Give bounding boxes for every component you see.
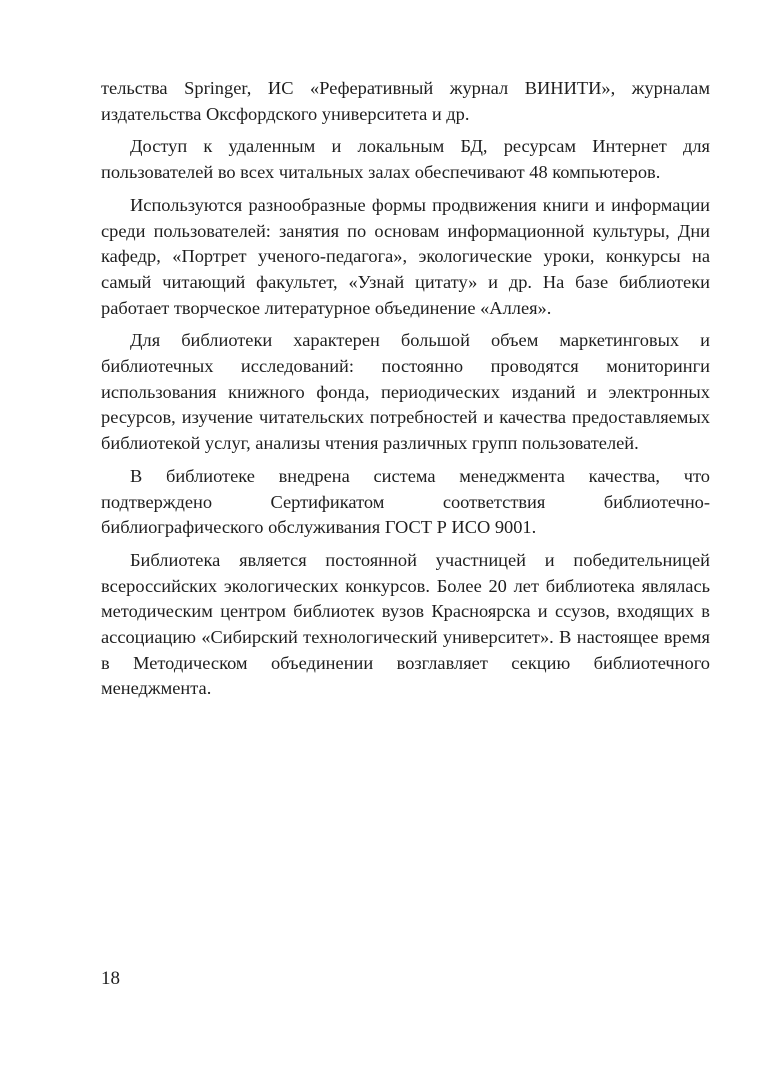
paragraph-marketing-research: Для библиотеки характерен большой объем маркетинговых и библиотечных исследований: постоянно проводятся мониторинги использования книжного фонда, периодических изданий и электронных ресурсов, изучение читательских потребностей и качества предоставляемых библиотекой услуг, анализы чтения различных групп пользователей. (101, 330, 710, 454)
paragraph-competitions: Библиотека является постоянной участницей и победительницей всероссийских экологических конкурсов. Более 20 лет библиотека являлась методическим центром библиотек вузов Красноярска и ссузов, входящих в ассоциацию «Сибирский технологический университет». В настоящее время в Методическом объединении возглавляет секцию библиотечного менеджмента. (101, 549, 710, 699)
paragraph-computers-access: Доступ к удаленным и локальным БД, ресурсам Интернет для пользователей во всех читальных залах обеспечивают 48 компьютеров. (101, 136, 710, 183)
paragraph-quality-management: В библиотеке внедрена система менеджмента качества, что подтверждено Сертификатом соответствия библиотечно-библиографического обслуживания ГОСТ Р ИСО 9001. (101, 465, 710, 538)
paragraph-promotion-forms: Используются разнообразные формы продвижения книги и информации среди пользователей: занятия по основам информационной культуры, Дни кафедр, «Портрет ученого-педагога», экологические уроки, конкурсы на самый читающий факультет, «Узнай цитату» и др. На базе библиотеки работает творческое литературное объединение «Аллея». (101, 194, 710, 318)
paragraph-continuation: тельства Springer, ИС «Реферативный журнал ВИНИТИ», журналам издательства Оксфордского университета и др. (101, 78, 710, 124)
page-number: 18 (101, 968, 120, 989)
body-text (101, 76, 710, 709)
